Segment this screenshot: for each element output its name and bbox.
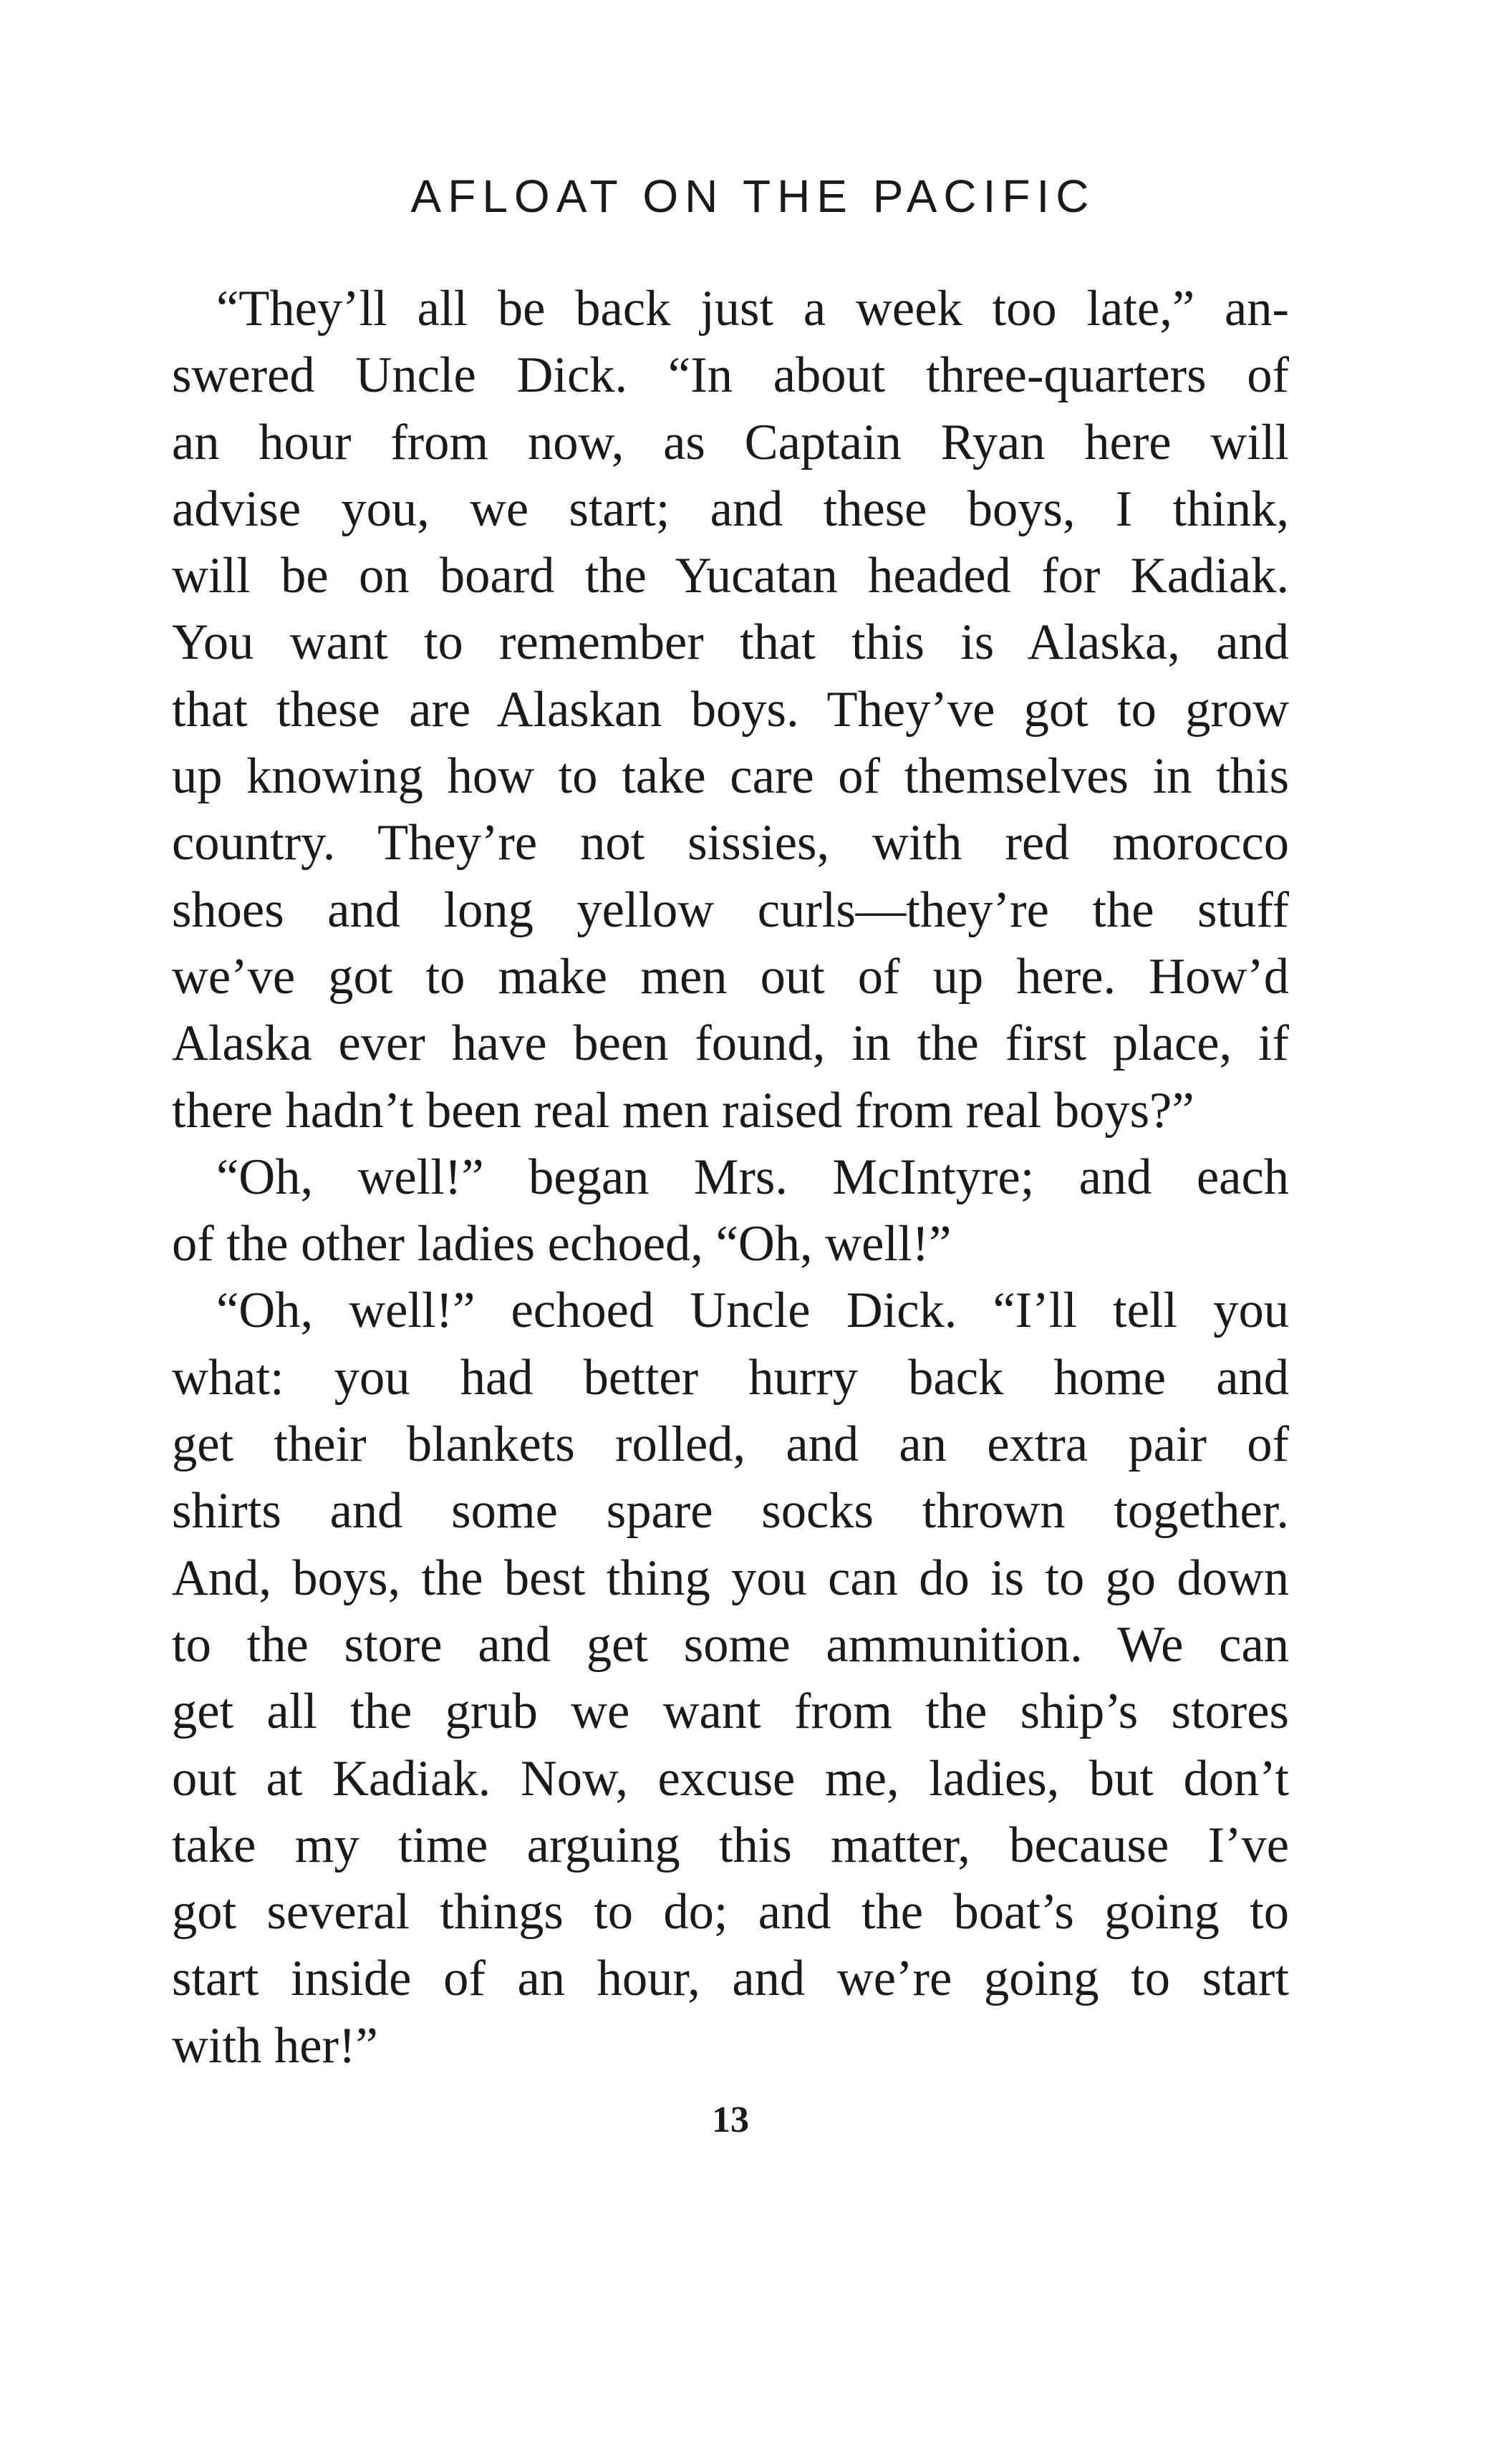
text-line: an hour from now, as Captain Ryan here will [172, 414, 1289, 470]
text-line: we’ve got to make men out of up here. How’d [172, 948, 1289, 1005]
text-line: of the other ladies echoed, “Oh, well!” [172, 1216, 952, 1272]
text-line: get all the grub we want from the ship’s stores [172, 1683, 1289, 1740]
text-line: will be on board the Yucatan headed for Kadiak. [172, 548, 1289, 604]
text-line: And, boys, the best thing you can do is to go down [172, 1550, 1289, 1606]
text-line: with her!” [172, 2017, 378, 2074]
text-line: shirts and some spare socks thrown together. [172, 1483, 1289, 1540]
text-line: get their blankets rolled, and an extra pair of [172, 1416, 1289, 1473]
running-head: AFLOAT ON THE PACIFIC [410, 170, 1096, 222]
text-line: got several things to do; and the boat’s going to [172, 1884, 1289, 1941]
text-line: “They’ll all be back just a week too late,” an- [216, 281, 1289, 337]
text-line: that these are Alaskan boys. They’ve got to grow [172, 681, 1289, 738]
text-line: swered Uncle Dick. “In about three-quarters of [172, 347, 1289, 404]
page-number: 13 [712, 2100, 749, 2140]
text-line: start inside of an hour, and we’re going to start [172, 1951, 1289, 2007]
text-line: there hadn’t been real men raised from real boys?” [172, 1082, 1194, 1139]
text-line: advise you, we start; and these boys, I think, [172, 480, 1289, 537]
text-line: country. They’re not sissies, with red morocco [172, 815, 1289, 871]
text-line: take my time arguing this matter, because I’ve [172, 1817, 1289, 1873]
text-line: “Oh, well!” echoed Uncle Dick. “I’ll tell you [216, 1282, 1289, 1339]
text-line: shoes and long yellow curls—they’re the stuff [172, 881, 1289, 938]
text-line: to the store and get some ammunition. We can [172, 1616, 1289, 1673]
body-text [172, 276, 1289, 2079]
text-line: what: you had better hurry back home and [172, 1349, 1289, 1406]
text-line: up knowing how to take care of themselves in this [172, 748, 1289, 805]
text-line: “Oh, well!” began Mrs. McIntyre; and each [216, 1149, 1289, 1205]
text-line: out at Kadiak. Now, excuse me, ladies, but don’t [172, 1750, 1289, 1807]
text-line: You want to remember that this is Alaska, and [172, 614, 1289, 671]
text-line: Alaska ever have been found, in the first place, if [172, 1015, 1289, 1072]
